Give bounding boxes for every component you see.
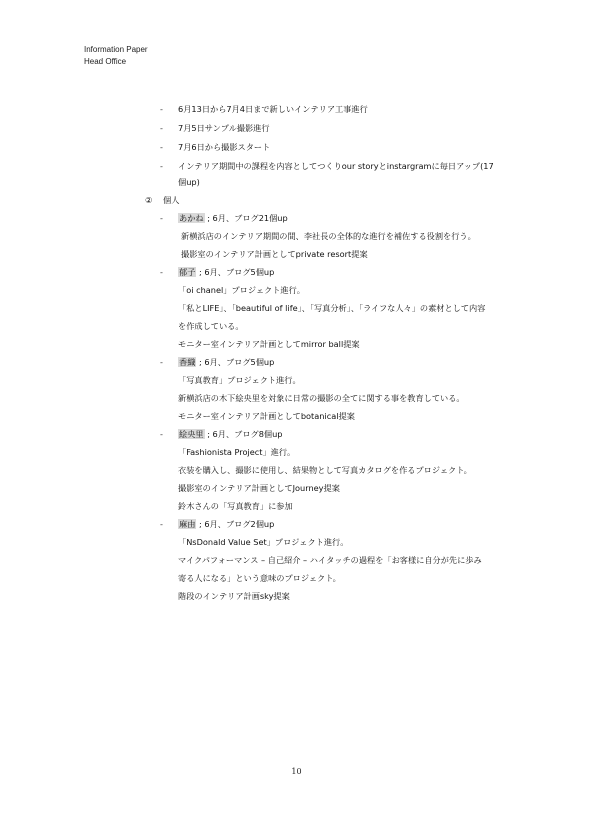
person-detail: 「Fashionista Project」進行。 xyxy=(178,447,296,457)
person-detail: モニター室インテリア計画としてbotanical提案 xyxy=(178,411,355,421)
bullet-item: インテリア期間中の課程を内容としてつくりour storyとinstargramに毎日アップ(17 xyxy=(178,161,494,171)
person-detail: モニター室インテリア計画としてmirror ball提案 xyxy=(178,339,360,349)
bullet-dash: - xyxy=(160,161,163,171)
person-detail: 「私とLIFE」、「beautiful of life」、「写真分析」、「ライフな人々」の素材として内容 xyxy=(178,303,486,313)
person-summary: ; 6月、ブログ5個up xyxy=(199,357,275,367)
bullet-dash: - xyxy=(160,123,163,133)
person-summary: ; 6月、ブログ21個up xyxy=(207,213,288,223)
person-heading xyxy=(178,518,274,530)
person-heading xyxy=(178,356,274,368)
bullet-item: 7月5日サンプル撮影進行 xyxy=(178,123,270,133)
person-heading xyxy=(178,212,288,224)
person-detail: を作成している。 xyxy=(178,321,244,331)
person-name: 絵央里 xyxy=(179,429,204,439)
bullet-item: 6月13日から7月4日まで新しいインテリア工事進行 xyxy=(178,104,368,114)
person-detail: 撮影室のインテリア計画としてprivate resort提案 xyxy=(181,249,368,259)
person-detail: 撮影室のインテリア計画としてJourney提案 xyxy=(178,483,340,493)
bullet-item: 7月6日から撮影スタート xyxy=(178,142,271,152)
person-name: 麻由 xyxy=(179,519,196,529)
person-dash: - xyxy=(160,357,163,367)
person-detail: 「写真教育」プロジェクト進行。 xyxy=(178,375,301,385)
bullet-item-continuation: 個up) xyxy=(178,177,200,187)
person-detail: 新横浜店のインテリア期間の間、李社長の全体的な進行を補佐する役割を行う。 xyxy=(181,231,476,241)
section-title: 個人 xyxy=(163,195,180,205)
person-summary: ; 6月、ブログ8個up xyxy=(207,429,283,439)
person-detail: 階段のインテリア計画sky提案 xyxy=(178,591,290,601)
person-dash: - xyxy=(160,213,163,223)
person-detail: 新横浜店の木下絵央里を対象に日常の撮影の全てに関する事を教育している。 xyxy=(178,393,465,403)
person-name: あかね xyxy=(179,213,204,223)
person-detail: 衣装を購入し、撮影に使用し、結果物として写真カタログを作るプロジェクト。 xyxy=(178,465,472,475)
person-summary: ; 6月、ブログ5個up xyxy=(199,267,275,277)
person-heading xyxy=(178,428,282,440)
person-detail: 鈴木さんの「写真教育」に参加 xyxy=(178,501,293,511)
person-dash: - xyxy=(160,429,163,439)
person-dash: - xyxy=(160,519,163,529)
person-detail: 寄る人になる」という意味のプロジェクト。 xyxy=(178,573,341,583)
person-name: 郁子 xyxy=(179,267,196,277)
header-office: Head Office xyxy=(84,57,127,66)
page-header xyxy=(84,44,148,68)
bullet-dash: - xyxy=(160,142,163,152)
bullet-dash: - xyxy=(160,104,163,114)
person-detail: 「oi chanel」プロジェクト進行。 xyxy=(178,285,305,295)
person-summary: ; 6月、ブログ2個up xyxy=(199,519,275,529)
person-heading xyxy=(178,266,274,278)
section-marker: ② xyxy=(145,195,153,205)
person-dash: - xyxy=(160,267,163,277)
person-detail: 「NsDonald Value Set」プロジェクト進行。 xyxy=(178,537,349,547)
person-name: 香織 xyxy=(179,357,196,367)
page-number: 10 xyxy=(291,767,302,776)
person-detail: マイクパフォーマンス – 自己紹介 – ハイタッチの過程を「お客様に自分が先に歩み xyxy=(178,555,482,565)
header-title: Information Paper xyxy=(84,45,148,54)
